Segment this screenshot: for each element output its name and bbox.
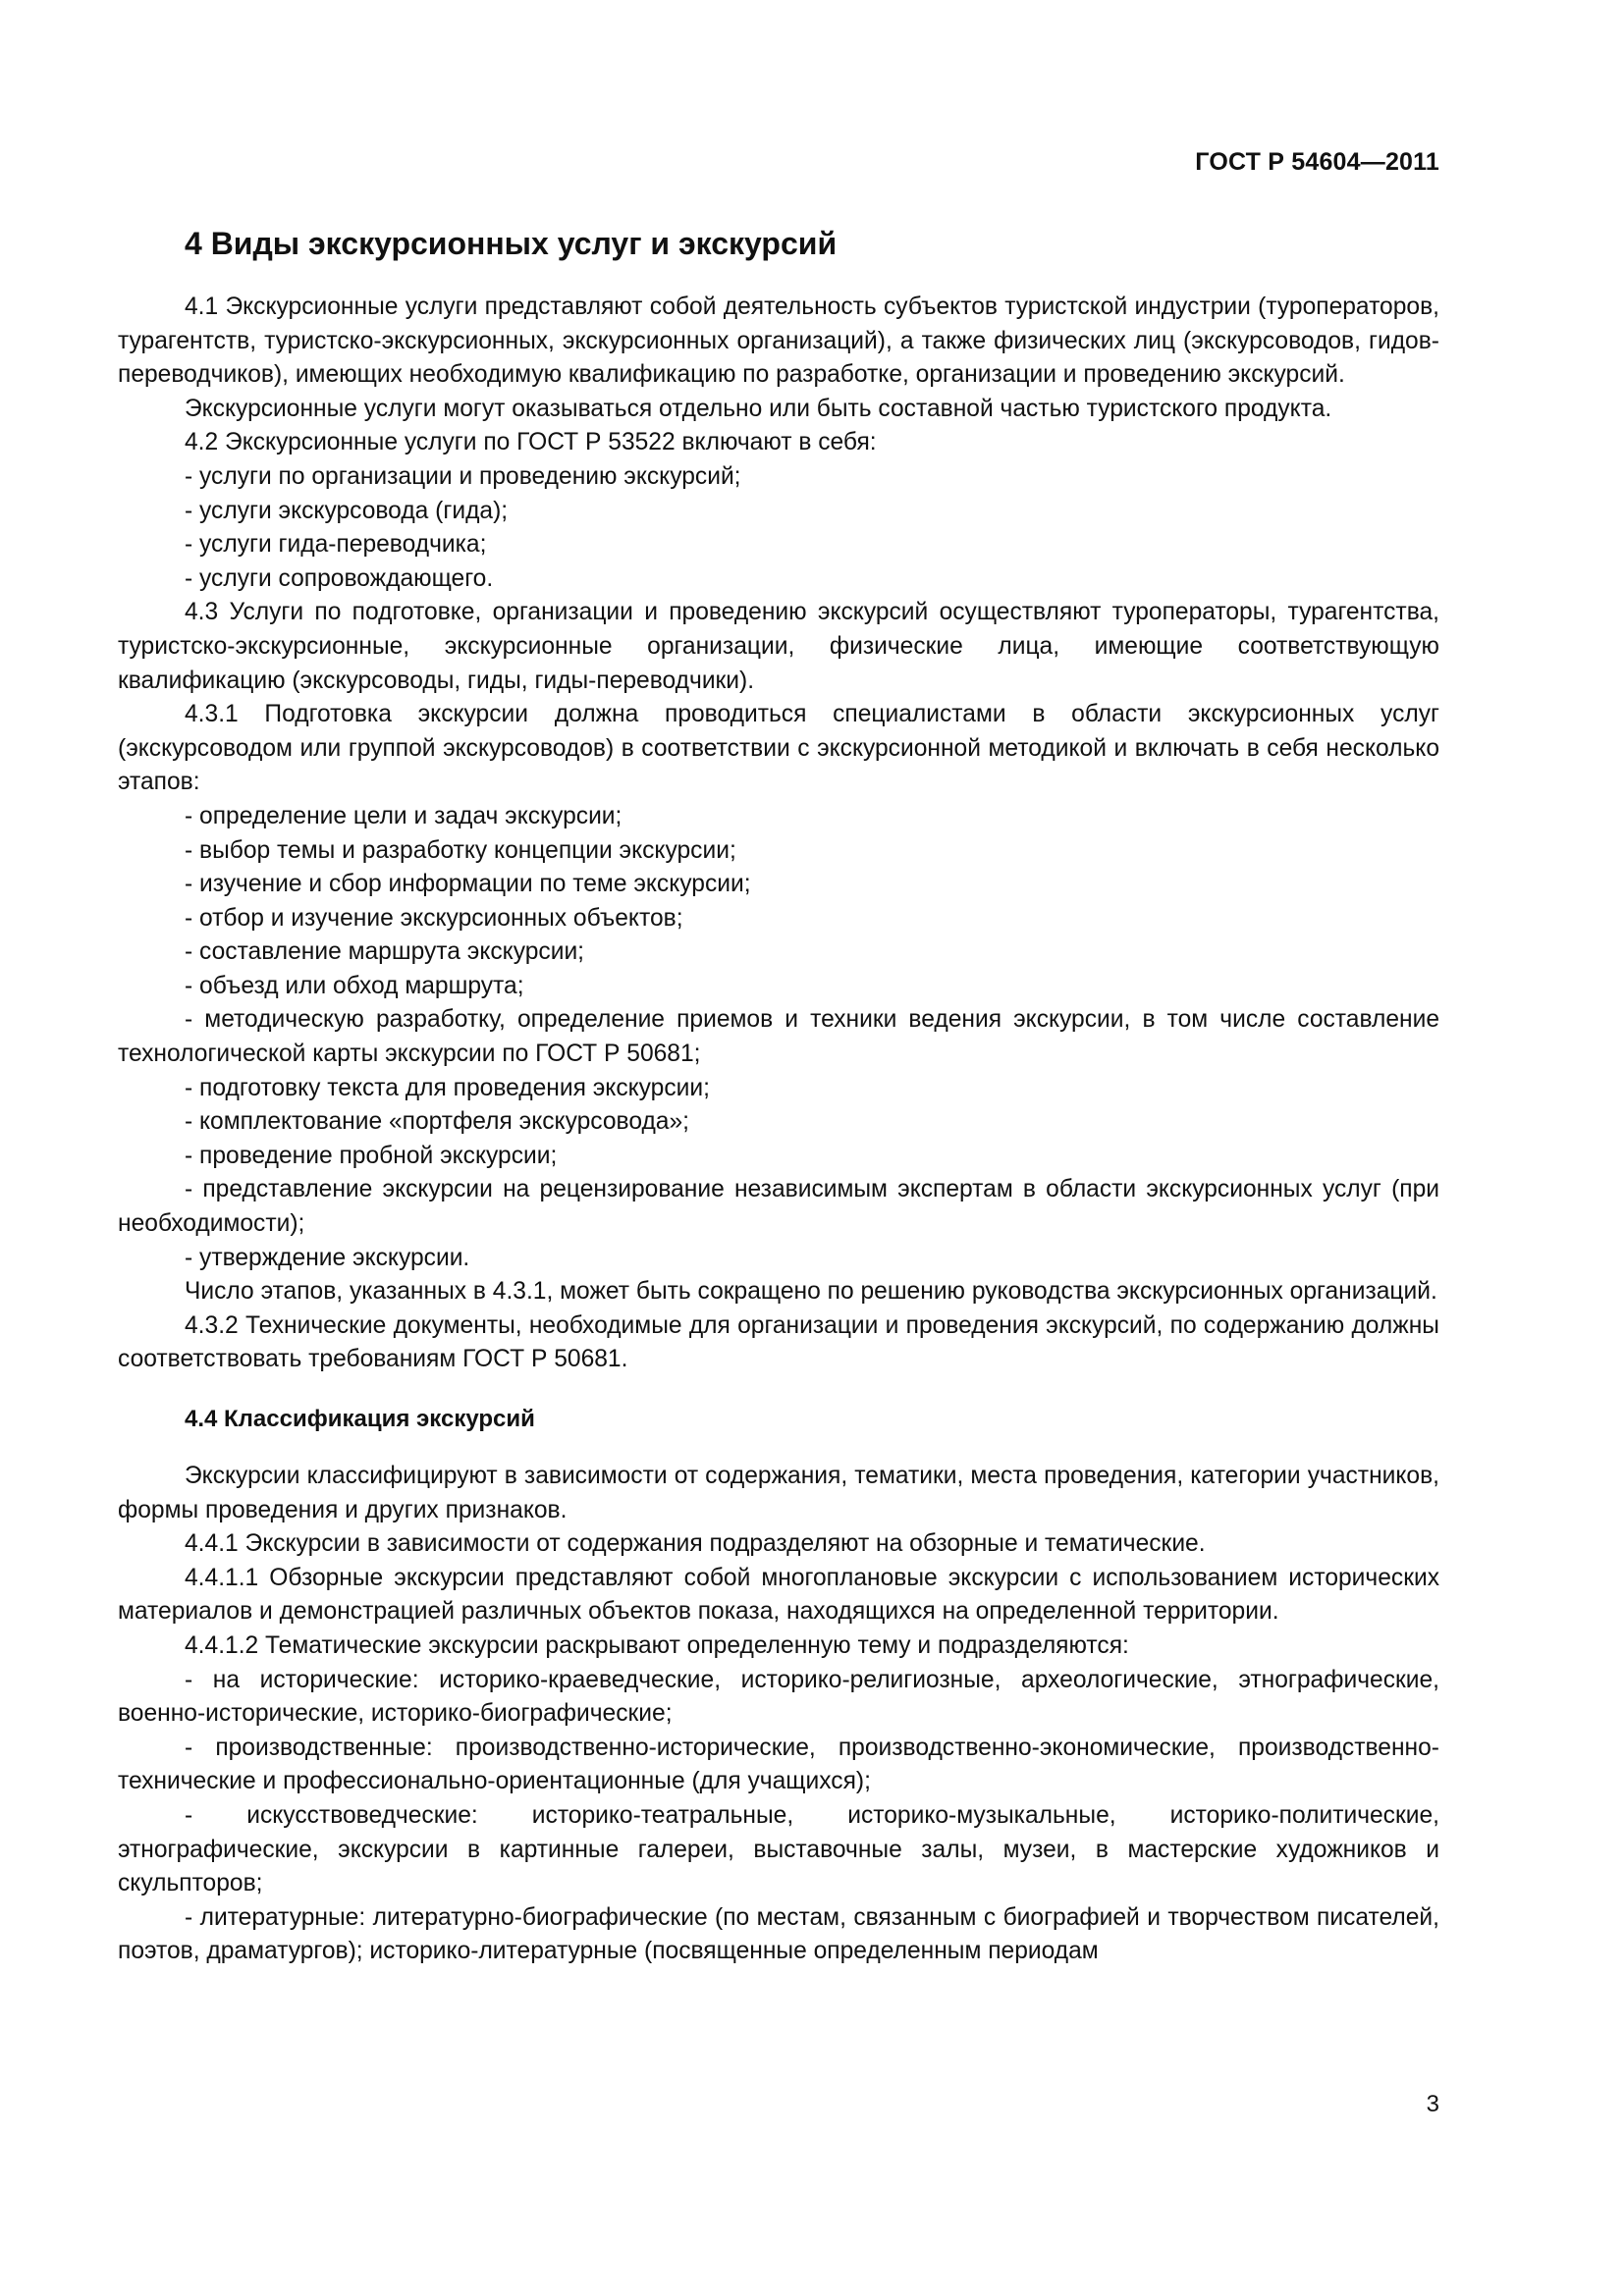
list-item: - представление экскурсии на рецензирование независимым экспертам в области экскурсионных услуг (при необходимости); [118, 1176, 1439, 1238]
subsection-title: 4.4 Классификация экскурсий [185, 1406, 535, 1432]
section-body [118, 291, 1439, 1377]
paragraph: 4.4.1.1 Обзорные экскурсии представляют собой многоплановые экскурсии с использованием исторических материалов и демонстрацией различных объектов показа, находящихся на определенной территории. [118, 1564, 1439, 1626]
paragraph: Число этапов, указанных в 4.3.1, может быть сокращено по решению руководства экскурсионных организаций. [185, 1278, 1437, 1306]
paragraph: 4.1 Экскурсионные услуги представляют собой деятельность субъектов туристской индустрии (туроператоров, турагентств, туристско-экскурсионных, экскурсионных организаций), а также физических лиц (экскурсоводов, гидов-переводчиков), имеющих необходимую квалификацию по разработке, организации и проведению экскурсий. [118, 294, 1439, 389]
paragraph: 4.3.2 Технические документы, необходимые для организации и проведения экскурсий, по содержанию должны соответствовать требованиям ГОСТ Р 50681. [118, 1311, 1439, 1373]
list-item: - искусствоведческие: историко-театральные, историко-музыкальные, историко-политические, этнографические, экскурсии в картинные галереи, выставочные залы, музеи, в мастерские художников и скульпторов; [118, 1801, 1439, 1897]
list-item: - комплектование «портфеля экскурсовода»; [185, 1108, 689, 1136]
page-content [118, 222, 1439, 1969]
page-number: 3 [1426, 2091, 1439, 2117]
list-item: - выбор темы и разработку концепции экскурсии; [185, 836, 736, 864]
section-title: 4 Виды экскурсионных услуг и экскурсий [185, 226, 838, 261]
subsection-body [118, 1460, 1439, 1969]
list-item: - определение цели и задач экскурсии; [185, 802, 623, 829]
list-item: - отбор и изучение экскурсионных объектов; [185, 904, 683, 932]
list-item: - услуги сопровождающего. [185, 564, 494, 592]
list-item: - проведение пробной экскурсии; [185, 1142, 558, 1169]
paragraph: 4.3.1 Подготовка экскурсии должна проводиться специалистами в области экскурсионных услуг (экскурсоводом или группой экскурсоводов) в соответствии с экскурсионной методикой и включать в себя несколько этапов: [118, 701, 1439, 796]
paragraph: 4.4.1.2 Тематические экскурсии раскрывают определенную тему и подразделяются: [185, 1631, 1129, 1659]
list-item: - подготовку текста для проведения экскурсии; [185, 1074, 710, 1101]
paragraph: Экскурсии классифицируют в зависимости от содержания, тематики, места проведения, категории участников, формы проведения и других признаков. [118, 1463, 1439, 1523]
list-item: - литературные: литературно-биографические (по местам, связанным с биографией и творчеством писателей, поэтов, драматургов); историко-литературные (посвященные определенным периодам [118, 1903, 1439, 1965]
list-item: - составление маршрута экскурсии; [185, 938, 585, 966]
paragraph: 4.4.1 Экскурсии в зависимости от содержания подразделяют на обзорные и тематические. [185, 1530, 1206, 1558]
list-item: - услуги по организации и проведению экскурсий; [185, 462, 741, 490]
list-item: - объезд или обход маршрута; [185, 972, 524, 999]
list-item: - производственные: производственно-исторические, производственно-экономические, производственно-технические и профессионально-ориентационные (для учащихся); [118, 1734, 1439, 1795]
paragraph: 4.2 Экскурсионные услуги по ГОСТ Р 53522 включают в себя: [185, 429, 877, 456]
paragraph: Экскурсионные услуги могут оказываться отдельно или быть составной частью туристского продукта. [185, 395, 1332, 422]
list-item: - на исторические: историко-краеведческие, историко-религиозные, археологические, этнографические, военно-исторические, историко-биографические; [118, 1666, 1439, 1728]
list-item: - методическую разработку, определение приемов и техники ведения экскурсии, в том числе составление технологической карты экскурсии по ГОСТ Р 50681; [118, 1006, 1439, 1068]
list-item: - услуги экскурсовода (гида); [185, 497, 509, 524]
paragraph: 4.3 Услуги по подготовке, организации и проведению экскурсий осуществляют туроператоры, турагентства, туристско-экскурсионные, экскурсионные организации, физические лица, имеющие соответствующую квалификацию (экскурсоводы, гиды, гиды-переводчики). [118, 599, 1439, 694]
document-code-header: ГОСТ Р 54604—2011 [1195, 148, 1439, 176]
list-item: - услуги гида-переводчика; [185, 531, 487, 559]
list-item: - утверждение экскурсии. [185, 1244, 470, 1271]
list-item: - изучение и сбор информации по теме экскурсии; [185, 871, 751, 898]
